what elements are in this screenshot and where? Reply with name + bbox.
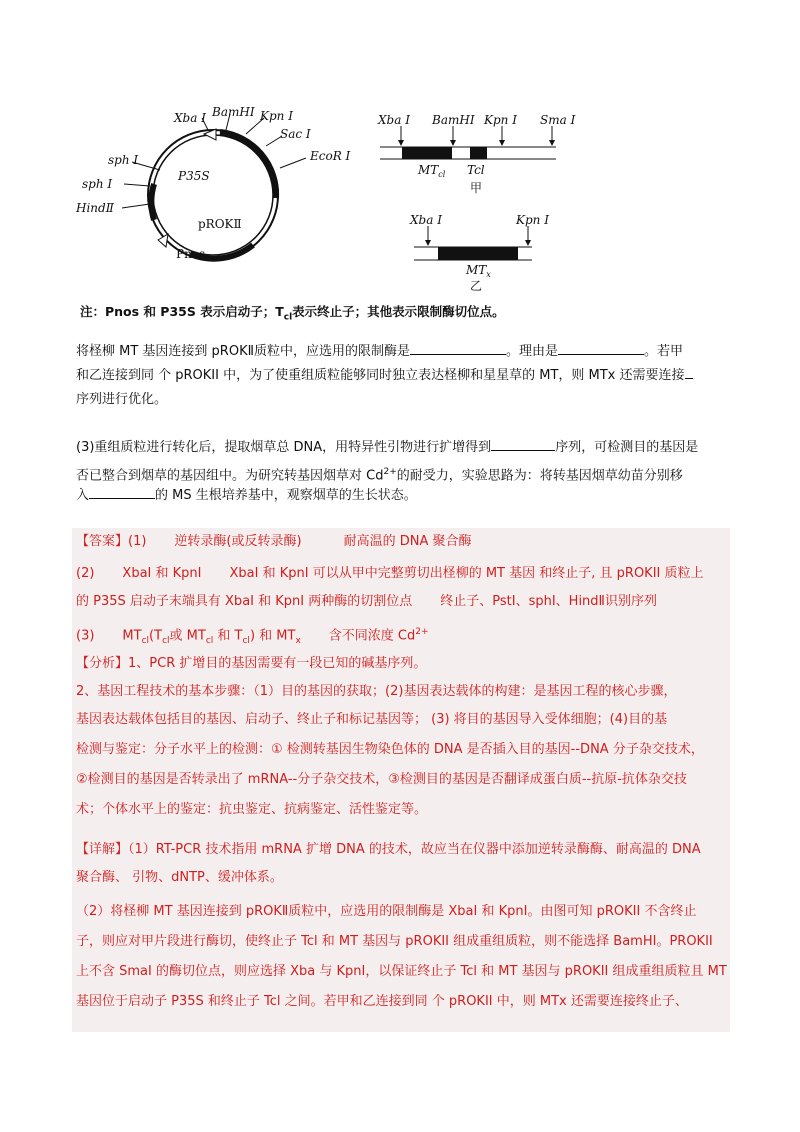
jia-label-xba: Xba Ⅰ xyxy=(378,113,410,127)
detail-line-2: 聚合酶、 引物、dNTP、缓冲体系。 xyxy=(76,870,283,885)
analysis-line-6: 术；个体水平上的鉴定：抗虫鉴定、抗病鉴定、活性鉴定等。 xyxy=(76,802,428,817)
detail-line-4: 子，则应对甲片段进行酶切，使终止子 Tcl 和 MT 基因与 pROKII 组成重组质粒，则不能选择 BamHI。PROKII xyxy=(76,934,713,949)
analysis-line-3: 基因表达载体包括目的基因、启动子、终止子和标记基因等； (3) 将目的基因导入受体细胞；(4)目的基 xyxy=(76,712,668,727)
analysis-line-4: 检测与鉴定：分子水平上的检测：① 检测转基因生物染色体的 DNA 是否插入目的基因--DNA 分子杂交技术， xyxy=(76,742,704,757)
answer-line-4: (3) $MT_{cl}(T_{cl}$或 $MT_{cl}$ 和 $T_{cl}$) 和 $MT_x$ 含不同浓度 $Cd^{2+}$ xyxy=(76,627,429,646)
yi-label-xba: Xba Ⅰ xyxy=(410,213,442,227)
yi-arrow-xba xyxy=(425,240,431,246)
jia-label-kpn: Kpn Ⅰ xyxy=(484,113,517,127)
jia-label-mt: $MT_{cl}$ xyxy=(418,163,446,179)
question-line-5: 否已整合到烟草的基因组中。为研究转基因烟草对 $Cd^{2+}$的耐受力，实验思路为：将转基因烟草幼苗分别移 xyxy=(76,467,683,484)
plasmid-tick-sph2 xyxy=(124,184,150,186)
detail-line-6: 基因位于启动子 P35S 和终止子 Tcl 之间。若甲和乙连接到同 个 pROKII 中，则 MTx 还需要连接终止子、 xyxy=(76,994,688,1009)
plasmid-inner-ring xyxy=(153,135,273,255)
plasmid-label-sph1: sph Ⅰ xyxy=(108,153,139,167)
jia-arrow-xba xyxy=(398,140,404,146)
plasmid-label-kpn: Kpn Ⅰ xyxy=(260,109,293,123)
plasmid-tick-ecor xyxy=(280,158,306,168)
figure-note: 注：Pnos 和 P35S 表示启动子；$T_{cl}$表示终止子；其他表示限制酶切位点。 xyxy=(80,304,505,323)
detail-line-5: 上不含 SmaI 的酶切位点，则应选择 Xba 与 KpnI，以保证终止子 Tcl 和 MT 基因与 pROKII 组成重组质粒且 MT xyxy=(76,964,727,979)
analysis-line-1: 【分析】1、PCR 扩增目的基因需要有一段已知的碱基序列。 xyxy=(76,656,427,671)
plasmid-label-sph2: sph Ⅰ xyxy=(82,177,113,191)
plasmid-label-pnos: Pnos xyxy=(176,247,206,261)
yi-label-kpn: Kpn Ⅰ xyxy=(516,213,549,227)
question-line-4: (3)重组质粒进行转化后，提取烟草总 DNA，用特异性引物进行扩增得到 序列，可检测目的基因是 xyxy=(76,436,730,461)
jia-mt-block xyxy=(402,147,452,159)
question-line-2: 和乙连接到同 个 pROKII 中，为了使重组质粒能够同时独立表达柽柳和星星草的 MT，则 MTx 还需要连接 xyxy=(76,364,730,389)
yi-mt-block xyxy=(438,247,518,260)
plasmid-segment-left xyxy=(151,184,154,220)
analysis-line-2: 2、基因工程技术的基本步骤：（1）目的基因的获取；(2)基因表达载体的构建：是基因工程的核心步骤， xyxy=(76,684,677,699)
yi-arrow-kpn xyxy=(525,240,531,246)
answer-line-2: (2) XbaI 和 KpnI XbaI 和 KpnI 可以从甲中完整剪切出柽柳的 MT 基因 和终止子, 且 pROKII 质粒上 xyxy=(76,566,704,581)
plasmid-diagram xyxy=(70,100,590,300)
detail-line-1: 【详解】（1）RT-PCR 技术指用 mRNA 扩增 DNA 的技术，故应当在仪器中添加逆转录酶酶、耐高温的 DNA xyxy=(76,842,701,857)
plasmid-label-xba: Xba Ⅰ xyxy=(174,111,206,125)
plasmid-tick-hind xyxy=(122,204,150,208)
jia-tcl-block xyxy=(470,147,487,159)
jia-label-sma: Sma Ⅰ xyxy=(540,113,576,127)
question-line-6: 入 的 MS 生根培养基中，观察烟草的生长状态。 xyxy=(76,484,730,509)
question-line-3: 序列进行优化。 xyxy=(76,392,168,407)
analysis-line-5: ②检测目的基因是否转录出了 mRNA--分子杂交技术，③检测目的基因是否翻译成蛋白质--抗原-抗体杂交技 xyxy=(76,772,687,787)
detail-line-3: （2）将柽柳 MT 基因连接到 pROKⅡ质粒中，应选用的限制酶是 XbaI 和 KpnI。由图可知 pROKII 不含终止 xyxy=(76,904,697,919)
answer-line-1: 【答案】(1) 逆转录酶(或反转录酶) 耐高温的 DNA 聚合酶 xyxy=(76,534,472,549)
plasmid-label-sac: Sac Ⅰ xyxy=(280,127,311,141)
jia-label-bamh: BamHⅠ xyxy=(432,113,475,127)
jia-arrow-kpn xyxy=(499,140,505,146)
yi-caption: 乙 xyxy=(470,279,483,293)
plasmid-label-p35s: P35S xyxy=(178,169,210,183)
jia-arrow-sma xyxy=(549,140,555,146)
plasmid-label-ecor: EcoR Ⅰ xyxy=(310,149,351,163)
jia-label-tcl: Tcl xyxy=(467,163,485,177)
plasmid-label-hind: HindⅡ xyxy=(76,201,114,215)
yi-label-mt: $MT_x$ xyxy=(466,263,491,279)
plasmid-segment-right xyxy=(220,132,276,198)
question-line-1: 将柽柳 MT 基因连接到 pROKⅡ质粒中，应选用的限制酶是 。理由是 。若甲 xyxy=(76,340,730,365)
plasmid-name: pROKⅡ xyxy=(198,217,242,231)
jia-caption: 甲 xyxy=(470,181,483,195)
plasmid-figure xyxy=(70,100,590,300)
jia-arrow-bamh xyxy=(450,140,456,146)
plasmid-label-bamh: BamHⅠ xyxy=(212,105,255,119)
answer-line-3: 的 P35S 启动子末端具有 XbaI 和 KpnI 两种酶的切割位点 终止子、PstI、sphI、HindⅡ识别序列 xyxy=(76,594,657,609)
